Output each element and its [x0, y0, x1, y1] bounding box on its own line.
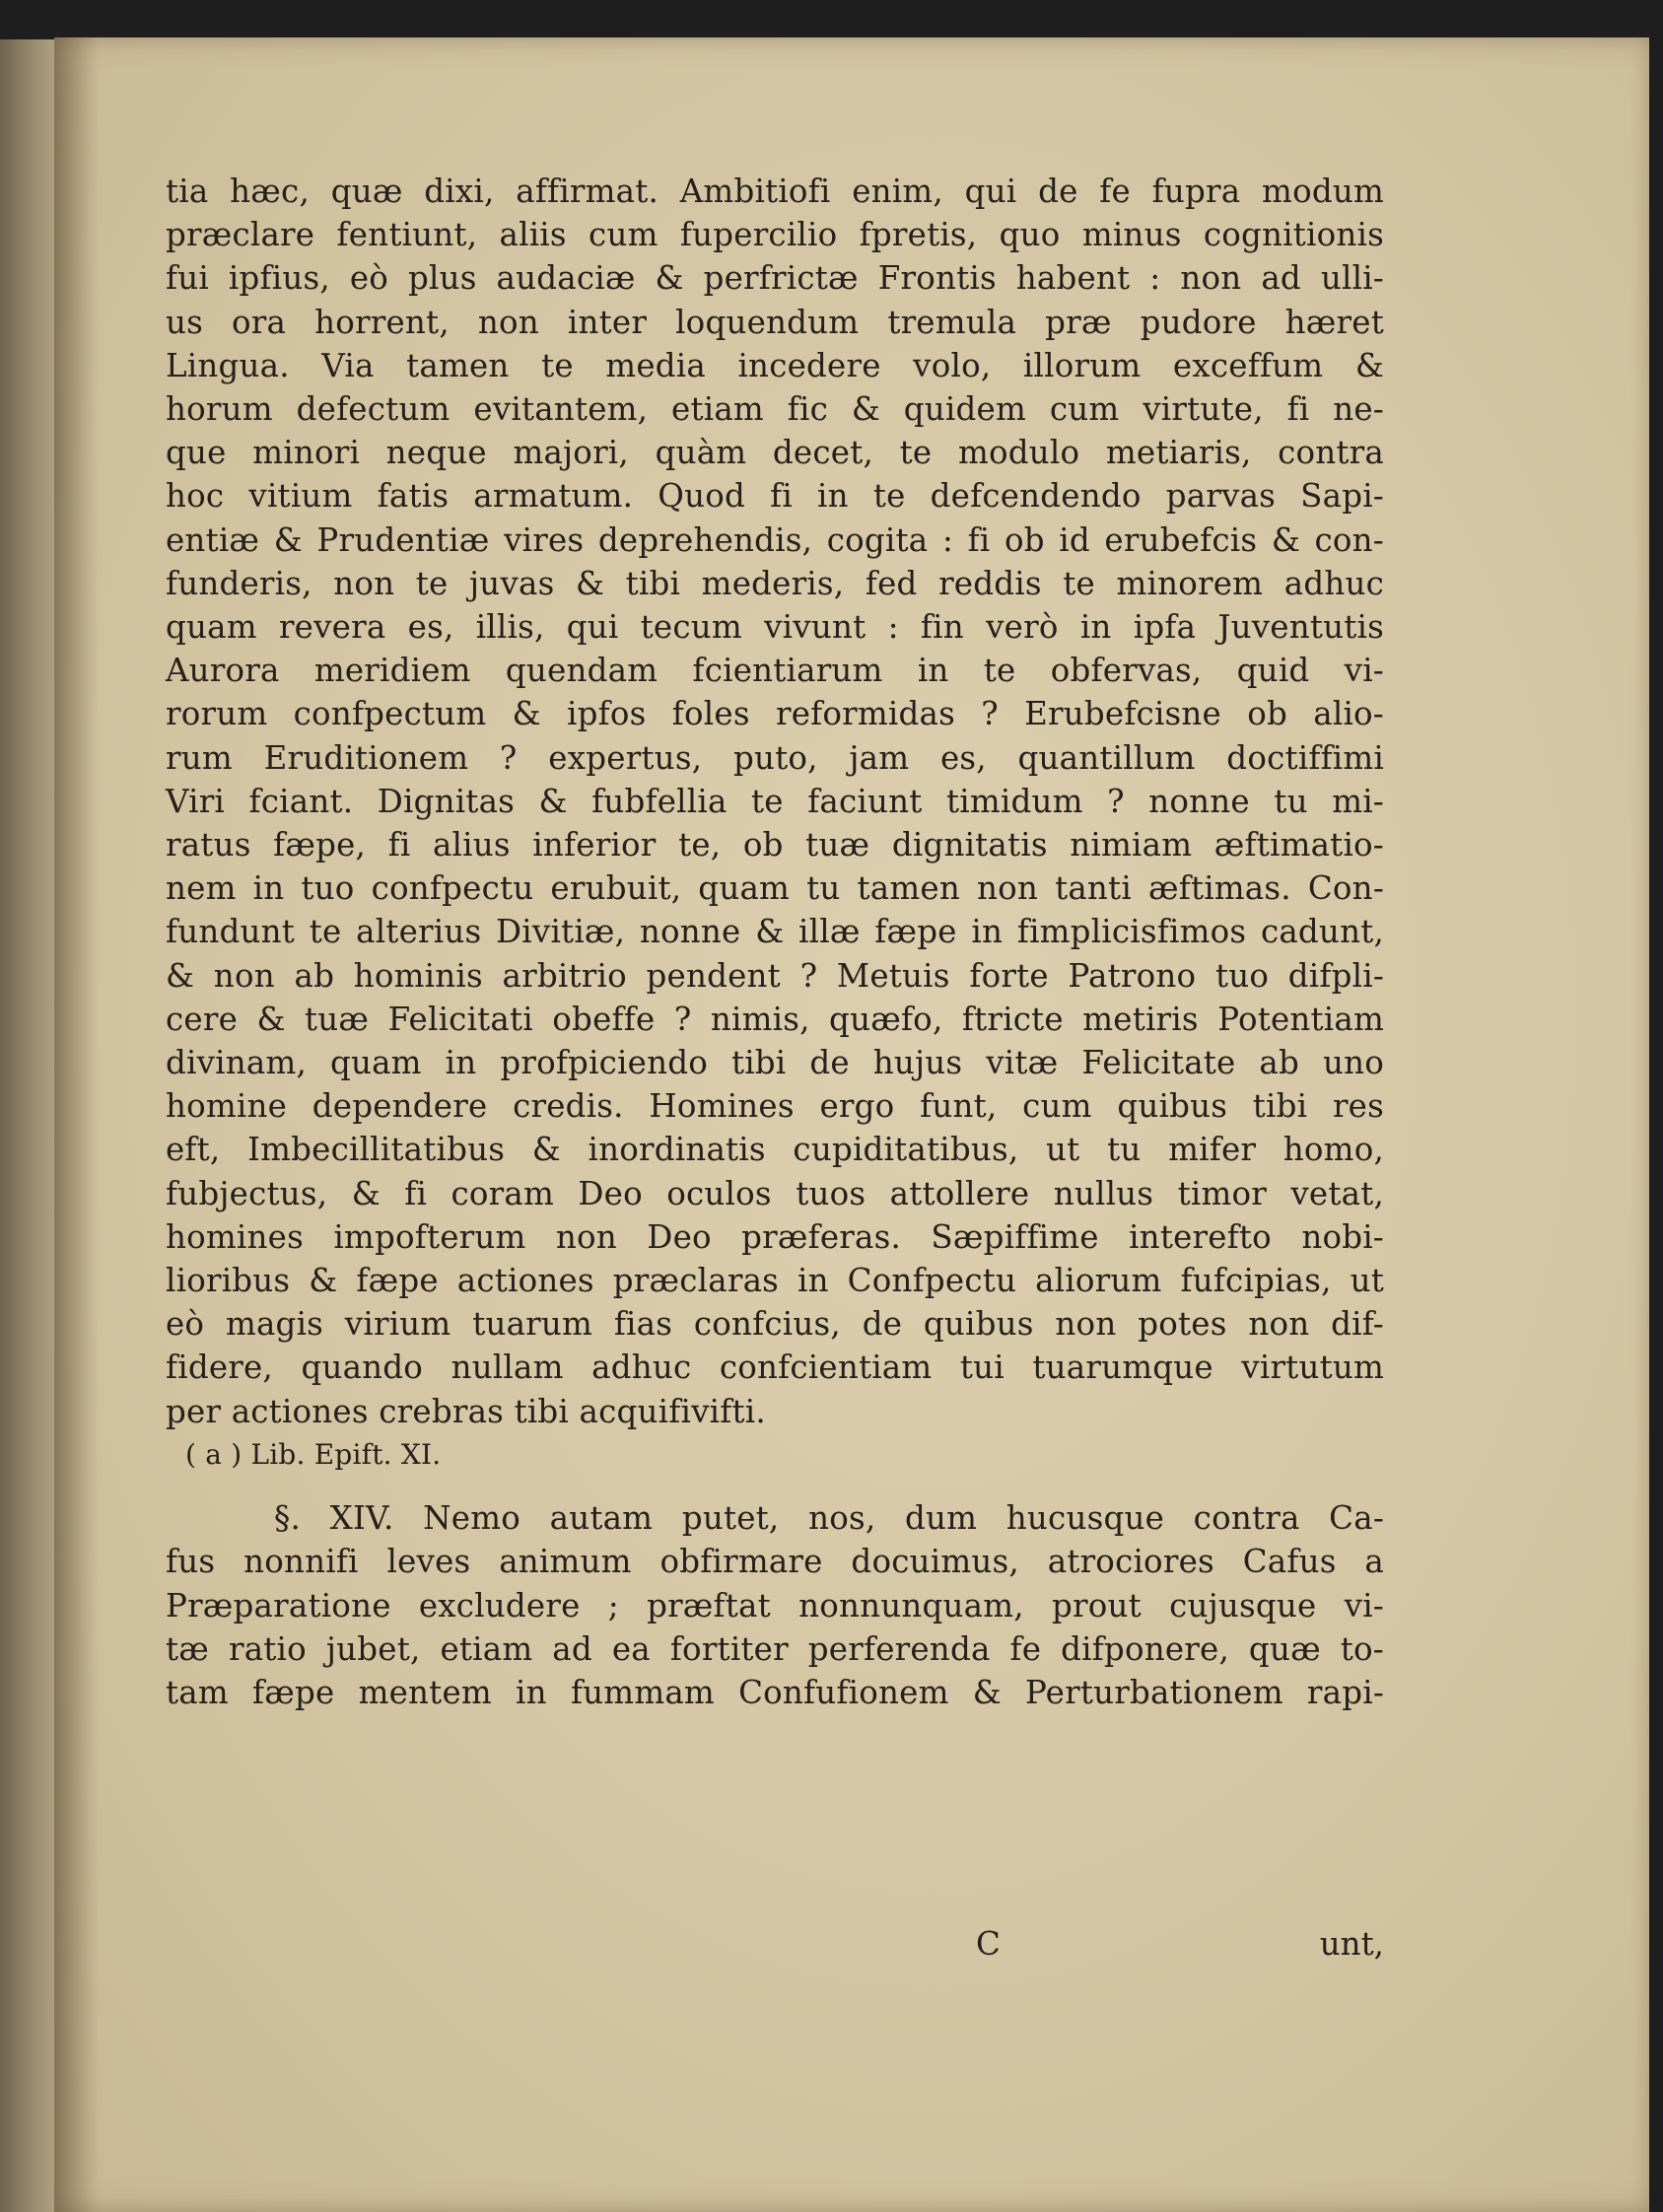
text-line: nem in tuo confpectu erubuit, quam tu tamen non tanti æftimas. Con-: [166, 869, 1384, 908]
text-line: fui ipfius, eò plus audaciæ & perfrictæ Frontis habent : non ad ulli-: [166, 259, 1384, 298]
text-line: & non ab hominis arbitrio pendent ? Metuis forte Patrono tuo difpli-: [166, 956, 1384, 995]
text-line: que minori neque majori, quàm decet, te modulo metiaris, contra: [166, 434, 1384, 472]
text-line: funderis, non te juvas & tibi mederis, fed reddis te minorem adhuc: [166, 564, 1384, 602]
text-line: divinam, quam in profpiciendo tibi de hujus vitæ Felicitate ab uno: [166, 1044, 1384, 1082]
text-line: us ora horrent, non inter loquendum tremula præ pudore hæret: [166, 303, 1384, 341]
text-line: Aurora meridiem quendam fcientiarum in te obfervas, quid vi-: [166, 652, 1384, 690]
section-line: fus nonnifi leves animum obfirmare docuimus, atrociores Cafus a: [166, 1543, 1384, 1581]
text-line: fubjectus, & fi coram Deo oculos tuos attollere nullus timor vetat,: [166, 1174, 1384, 1212]
section-line: tæ ratio jubet, etiam ad ea fortiter perferenda fe difponere, quæ to-: [166, 1629, 1384, 1668]
text-line: homines impofterum non Deo præferas. Sæpiffime interefto nobi-: [166, 1217, 1384, 1256]
text-line: Lingua. Via tamen te media incedere volo, illorum exceffum &: [166, 346, 1384, 384]
section-line: tam fæpe mentem in fummam Confufionem & Perturbationem rapi-: [166, 1673, 1384, 1711]
facing-page-edge: [0, 39, 61, 2212]
catchword: unt,: [1319, 1925, 1384, 1963]
paragraph-gap: [166, 1477, 1384, 1496]
text-line: hoc vitium fatis armatum. Quod fi in te defcendendo parvas Sapi-: [166, 477, 1384, 516]
signature-line: [166, 1925, 1384, 1969]
section-line: Præparatione excludere ; præftat nonnunquam, prout cujusque vi-: [166, 1586, 1384, 1624]
text-line: cere & tuæ Felicitati obeffe ? nimis, quæfo, ftricte metiris Potentiam: [166, 1000, 1384, 1038]
text-line: lioribus & fæpe actiones præclaras in Confpectu aliorum fufcipias, ut: [166, 1262, 1384, 1300]
text-line: Viri fciant. Dignitas & fubfellia te faciunt timidum ? nonne tu mi-: [166, 782, 1384, 820]
signature-mark: C: [976, 1925, 1001, 1963]
text-line: eft, Imbecillitatibus & inordinatis cupiditatibus, ut tu mifer homo,: [166, 1131, 1384, 1169]
gutter-shadow: [54, 37, 99, 2212]
text-line: fidere, quando nullam adhuc confcientiam tui tuarumque virtutum: [166, 1348, 1384, 1387]
text-line: fundunt te alterius Divitiæ, nonne & illæ fæpe in fimplicisfimos cadunt,: [166, 913, 1384, 951]
text-line: quam revera es, illis, qui tecum vivunt : fin verò in ipfa Juventutis: [166, 608, 1384, 647]
text-line: rum Eruditionem ? expertus, puto, jam es, quantillum doctiffimi: [166, 738, 1384, 777]
text-line: tia hæc, quæ dixi, affirmat. Ambitiofi enim, qui de fe fupra modum: [166, 173, 1384, 210]
text-line: præclare fentiunt, aliis cum fupercilio fpretis, quo minus cognitionis: [166, 216, 1384, 254]
section-line: §. XIV. Nemo autam putet, nos, dum hucusque contra Ca-: [274, 1499, 1384, 1538]
text-line: per actiones crebras tibi acquifivifti.: [166, 1392, 766, 1430]
text-line: entiæ & Prudentiæ vires deprehendis, cogita : fi ob id erubefcis & con-: [166, 520, 1384, 559]
footnote: ( a ) Lib. Epift. XI.: [185, 1437, 442, 1471]
text-line: ratus fæpe, fi alius inferior te, ob tuæ dignitatis nimiam æftimatio-: [166, 826, 1384, 864]
text-line: homine dependere credis. Homines ergo funt, cum quibus tibi res: [166, 1087, 1384, 1126]
text-line: rorum confpectum & ipfos foles reformidas ? Erubefcisne ob alio-: [166, 695, 1384, 733]
text-line: eò magis virium tuarum fias confcius, de quibus non potes non dif-: [166, 1305, 1384, 1344]
body-text: [166, 170, 1384, 1714]
text-line: horum defectum evitantem, etiam fic & quidem cum virtute, fi ne-: [166, 390, 1384, 429]
